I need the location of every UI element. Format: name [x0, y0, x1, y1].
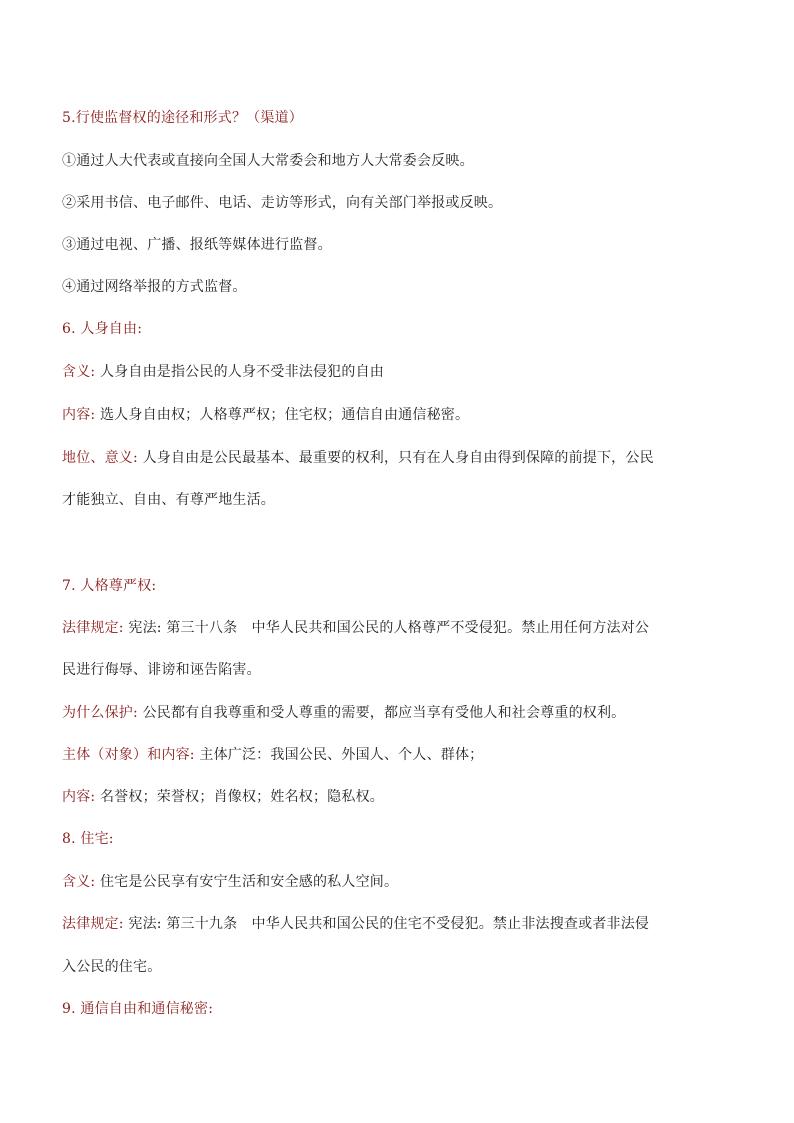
subject-text: 主体广泛：我国公民、外国人、个人、群体；: [194, 747, 484, 763]
subject-label: 主体（对象）和内容:: [62, 747, 195, 763]
section-6-meaning: [62, 362, 384, 382]
section-5-item-2: ②采用书信、电子邮件、电话、走访等形式，向有关部门举报或反映。: [62, 195, 503, 211]
meaning-label: 含义:: [62, 364, 96, 380]
meaning-label: 含义:: [62, 874, 96, 890]
section-9-title: 9. 通信自由和通信秘密:: [62, 1001, 214, 1017]
section-7-law-continued: 民进行侮辱、诽谤和诬告陷害。: [62, 662, 261, 678]
section-5-item-4: ④通过网络举报的方式监督。: [62, 279, 247, 295]
content-label: 内容:: [62, 789, 96, 805]
law-text: 宪法: 第三十九条 中华人民共和国公民的住宅不受侵犯。禁止非法搜查或者非法侵: [123, 916, 650, 932]
why-text: 公民都有自我尊重和受人尊重的需要，都应当享有受他人和社会尊重的权利。: [137, 705, 626, 721]
why-label: 为什么保护:: [62, 705, 138, 721]
section-6-title: 6. 人身自由:: [62, 321, 143, 337]
section-5-item-3: ③通过电视、广播、报纸等媒体进行监督。: [62, 237, 332, 253]
section-6-status-continued: 才能独立、自由、有尊严地生活。: [62, 492, 275, 508]
section-7-why: [62, 703, 625, 723]
section-7-subject: [62, 745, 483, 765]
section-5-title: 5.行使监督权的途径和形式？（渠道）: [62, 110, 303, 126]
law-text: 宪法: 第三十八条 中华人民共和国公民的人格尊严不受侵犯。禁止用任何方法对公: [123, 620, 650, 636]
section-8-meaning: [62, 872, 398, 892]
status-label: 地位、意义:: [62, 450, 138, 466]
section-5-item-1: ①通过人大代表或直接向全国人大常委会和地方人大常委会反映。: [62, 153, 474, 169]
section-8-law-continued: 入公民的住宅。: [62, 959, 162, 975]
law-label: 法律规定:: [62, 916, 124, 932]
law-label: 法律规定:: [62, 620, 124, 636]
status-text: 人身自由是公民最基本、最重要的权利，只有在人身自由得到保障的前提下，公民: [137, 450, 654, 466]
section-7-law: [62, 618, 649, 638]
meaning-text: 住宅是公民享有安宁生活和安全感的私人空间。: [95, 874, 399, 890]
section-7-content: [62, 787, 384, 807]
section-6-status: [62, 448, 654, 468]
section-7-title: 7. 人格尊严权:: [62, 578, 157, 594]
section-8-law: [62, 914, 649, 934]
content-text: 名誉权；荣誉权；肖像权；姓名权；隐私权。: [95, 789, 384, 805]
meaning-text: 人身自由是指公民的人身不受非法侵犯的自由: [95, 364, 384, 380]
content-text: 选人身自由权；人格尊严权；住宅权；通信自由通信秘密。: [95, 407, 470, 423]
section-8-title: 8. 住宅:: [62, 831, 114, 847]
content-label: 内容:: [62, 407, 96, 423]
section-6-content: [62, 405, 469, 425]
